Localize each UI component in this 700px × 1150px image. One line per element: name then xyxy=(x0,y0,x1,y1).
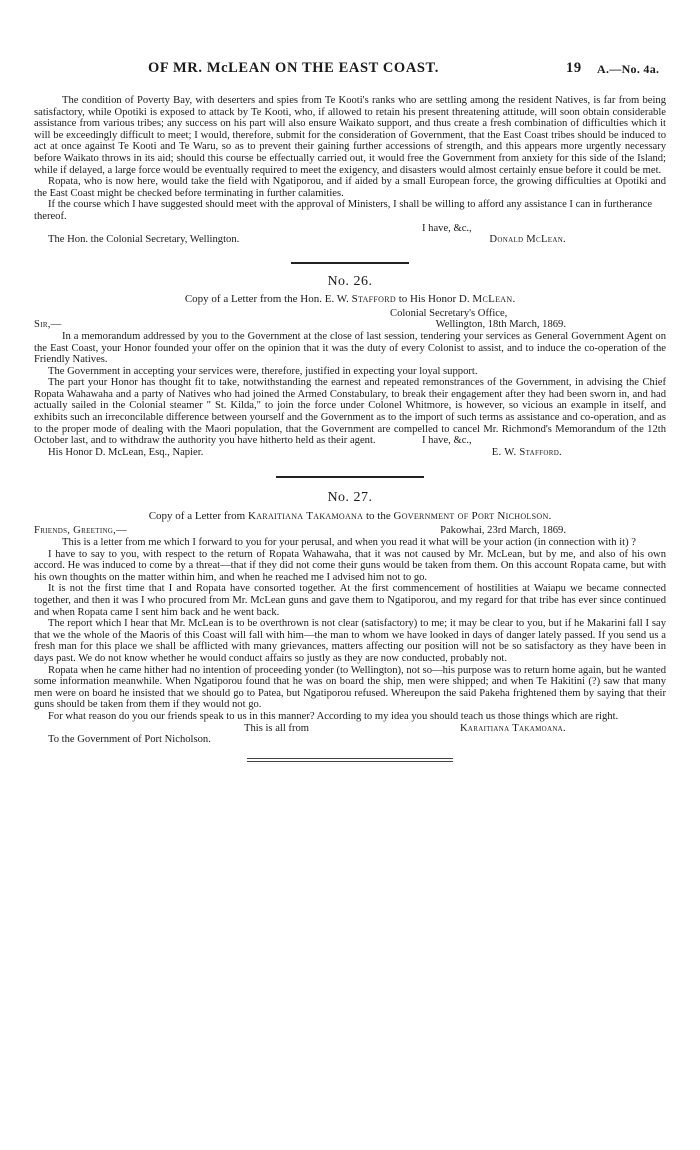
salutation-row xyxy=(34,319,666,331)
paragraph: The condition of Poverty Bay, with deserters and spies from Te Kooti's ranks who are settling among the resident Natives, is far from being satisfactory, while Opotiki is exposed to attack by Te Kooti, who, if allowed to retain his present threatening attitude, will soon obtain considerable assistance from various tribes; any success on his part will also ensure Waikato support, and thus create a fresh combination of difficulties which it will be exceedingly difficult to meet; I would, therefore, submit for the consideration of Government, that the East Coast tribes should be induced to act at once against Te Kooti and Te Waru, so as to prevent their gaining further accessions of strength, and this appears more urgently necessary before Waikato throws in its aid; should this course be effectually carried out, it would free the Government from anxiety for this side of the Island; while if delayed, a large force would be eventually required to meet the exigency, and disasters would almost certainly ensue before it could be met. xyxy=(34,95,666,176)
paragraph: In a memorandum addressed by you to the Government at the close of last session, tendering your services as General Government Agent on the East Coast, your Honor founded your offer on the opinion that it was the duty of every Colonist to assist, and to induce the co-operation of the Friendly Natives. xyxy=(34,330,666,366)
closing-line xyxy=(34,435,666,459)
closing: I have, &c., xyxy=(422,222,472,234)
caption-text: Copy of a Letter from xyxy=(148,510,248,523)
paragraph: The Government in accepting your services were, therefore, justified in expecting your loyal support. xyxy=(48,365,478,377)
document-caption xyxy=(34,293,666,306)
signature: Donald McLean. xyxy=(489,234,566,246)
paragraph: I have to say to you, with respect to the return of Ropata Wahawaha, that it was not caused by Mr. McLean, but by me, and also of his own accord. He was induced to come by a threat—that if they did not come their guns would be taken from them. On this account Ropata came, but with his own thoughts on the matter within him, and when he reached me I advised him not to go. xyxy=(34,548,666,583)
caption-name: McLean xyxy=(472,292,513,305)
addressee: His Honor D. McLean, Esq., Napier. xyxy=(48,446,204,458)
signature-row xyxy=(34,234,666,246)
caption-text: to the xyxy=(363,510,394,523)
signature-row xyxy=(34,723,666,735)
section-divider xyxy=(276,476,424,478)
salutation-row xyxy=(34,525,666,537)
document-reference: A.—No. 4a. xyxy=(597,62,660,76)
document-number: No. 27. xyxy=(327,490,373,506)
caption-name: Government of Port Nicholson xyxy=(393,510,549,523)
document-caption xyxy=(34,510,666,523)
letter-continuation xyxy=(34,95,666,246)
end-divider xyxy=(247,761,453,762)
letter-date: Pakowhai, 23rd March, 1869. xyxy=(440,525,566,537)
letter-date: Wellington, 18th March, 1869. xyxy=(435,319,566,331)
signature: E. W. Stafford. xyxy=(491,446,562,458)
document-27 xyxy=(34,490,666,745)
paragraph: For what reason do you our friends speak to us in this manner? According to my idea you should teach us those things which are right. xyxy=(48,710,619,722)
caption-text: . xyxy=(512,292,516,305)
caption-text: . xyxy=(548,510,552,523)
paragraph: This is a letter from me which I forward to you for your perusal, and when you read it what will be your action (in connection with it) ? xyxy=(62,537,636,549)
page-body xyxy=(34,95,666,762)
running-title: OF MR. McLEAN ON THE EAST COAST. xyxy=(148,60,439,76)
paragraph: It is not the first time that I and Ropata have consorted together. At the first commencement of hostilities at Waiapu we became connected together, and then it was I who procured from Mr. McLean guns and gave them to Ngatiporou, and my regard for that tribe has ever since continued and when Ropata came I sent him back and he went back. xyxy=(34,583,666,618)
paragraph: Ropata, who is now here, would take the field with Ngatiporou, and if aided by a small European force, the growing difficulties at Opotiki and the East Coast might be checked before terminating in further calamities. xyxy=(34,176,666,199)
document-number: No. 26. xyxy=(327,273,373,289)
caption-text: to His Honor D. xyxy=(395,292,473,305)
salutation: Friends, Greeting,— xyxy=(34,525,127,537)
page-number: 19 xyxy=(566,60,582,76)
caption-text: Copy of a Letter from the Hon. E. W. xyxy=(184,292,352,305)
section-divider xyxy=(291,262,409,264)
closing: I have, &c., xyxy=(422,435,472,447)
paragraph: The report which I hear that Mr. McLean is to be overthrown is not clear (satisfactory) to me; it may be clear to you, but if he Makarini fall I say that we the whole of the Maoris of this Coast will fall with him—the man to whom we have looked in days of danger lately passed. If you send us a fresh man for this place we shall be afflicted with many grievances, matters affecting our position will not be so satisfactory as they have been in days past. We do not know whether he would conduct affairs so justly as they are now conducted, probably not. xyxy=(34,618,666,664)
caption-name: Karaitiana Takamoana xyxy=(247,510,364,523)
closing: This is all from xyxy=(244,722,310,734)
addressee: To the Government of Port Nicholson. xyxy=(48,734,211,746)
document-26 xyxy=(34,274,666,459)
office-line xyxy=(34,308,666,320)
end-divider xyxy=(247,758,453,759)
caption-name: Stafford xyxy=(351,292,396,305)
office: Colonial Secretary's Office, xyxy=(390,307,508,319)
running-header xyxy=(0,60,700,82)
salutation: Sir,— xyxy=(34,319,62,331)
paragraph: If the course which I have suggested should meet with the approval of Ministers, I shall be willing to afford any assistance I can in furtherance thereof. xyxy=(34,199,653,222)
paragraph: The part your Honor has thought fit to take, notwithstanding the earnest and repeated remonstrances of the Government, in advising the Chief Ropata Wahawaha and a party of Natives who had joined the Armed Constabulary, to break their engagement after they had been sworn in, and had actually sailed in the Colonial steamer " St. Kilda," to join the force under Colonel Whitmore, is however, so vicious an example in itself, and exhibits such an irreconcilable difference between yourself and the Government as to the import of such terms as assistance and co-operation, and as to the proper mode of dealing with the Maori population, that the Government are compelled to cancel Mr. Richmond's Memorandum of the 12th October last, and to withdraw the authority you have hitherto held as their agent. xyxy=(34,377,666,447)
signature: Karaitiana Takamoana. xyxy=(459,722,566,734)
closing-line xyxy=(34,223,666,235)
addressee: The Hon. the Colonial Secretary, Wellington. xyxy=(48,234,240,246)
paragraph: Ropata when he came hither had no intention of proceeding yonder (to Wellington), not so—his purpose was to return home again, but he wanted some information meanwhile. When Ngatiporou found that he was on board the ship, men were shipped; and when Te Hakitini (?) saw that many men were on board he insisted that we should go to Patea, but Ngatiporou refused. Whereupon the said Pakeha frightened them by saying that their guns should be taken from them if they would not go. xyxy=(34,664,666,711)
